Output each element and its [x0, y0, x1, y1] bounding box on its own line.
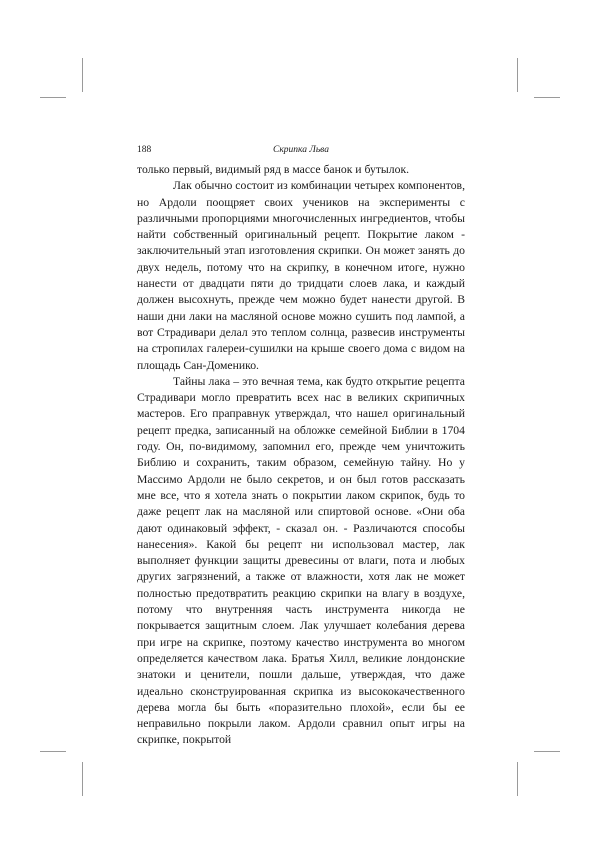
crop-mark-bottom-right-horizontal [534, 751, 560, 752]
paragraph-varnish-secrets: Тайны лака – это вечная тема, как будто открытие рецепта Страдивари могло превратить всех нас в великих скрипичных мастеров. Его праправнук утверждал, что нашел оригинальный рецепт предка, записанный на обложке семейной Библии в 1704 году. Он, по-видимому, запомнил его, прежде чем уничтожить Библию и сохранить, таким образом, семейную тайну. Но у Массимо Ардоли не было секретов, и он был готов рассказать мне все, что я хотела знать о покрытии лаком скрипок, будь то даже рецепт лак на масляной или спиртовой основе. «Они оба дают одинаковый эффект, - сказал он. - Различаются способы нанесения». Какой бы рецепт ни использовал мастер, лак выполняет функции защиты древесины от влаги, пота и любых других загрязнений, а также от влажности, хотя лак не может полностью предотвратить реакцию скрипки на влагу в воздухе, потому что внутренняя часть инструмента никогда не покрывается защитным слоем. Лак улучшает колебания дерева при игре на скрипке, поэтому качество инструмента во многом определяется качеством лака. Братья Хилл, великие лондонские знатоки и ценители, пошли дальше, утверждая, что даже идеально сконструированная скрипка из высококачественного дерева могла бы быть «поразительно плохой», если бы ее неправильно покрыли лаком. Ардоли сравнил опыт игры на скрипке, покрытой [137, 374, 465, 747]
crop-mark-top-left-vertical [82, 58, 83, 92]
crop-mark-bottom-right-vertical [517, 762, 518, 796]
crop-mark-bottom-left-horizontal [40, 751, 66, 752]
paragraph-varnish-components: Лак обычно состоит из комбинации четырех компонентов, но Ардоли поощряет своих учеников на эксперименты с различными пропорциями многочисленных ингредиентов, чтобы найти собственный оригинальный рецепт. Покрытие лаком - заключительный этап изготовления скрипки. Он может занять до двух недель, потому что на скрипку, в конечном итоге, нужно нанести от двадцати пяти до тридцати слоев лака, и каждый должен высохнуть, прежде чем можно будет нанести другой. В наши дни лаки на масляной основе можно сушить под лампой, а вот Страдивари делал это теплом солнца, развесив инструменты на стропилах галереи-сушилки на крыше своего дома с видом на площадь Сан-Доменико. [137, 179, 465, 372]
crop-mark-top-left-horizontal [40, 97, 66, 98]
crop-mark-top-right-horizontal [534, 97, 560, 98]
crop-mark-top-right-vertical [517, 58, 518, 92]
running-title: Скрипка Льва [273, 145, 329, 155]
crop-mark-bottom-left-vertical [82, 762, 83, 796]
body-text [137, 162, 465, 749]
page-header [137, 145, 465, 159]
page-number: 188 [137, 145, 152, 155]
paragraph-continuation: только первый, видимый ряд в массе банок и бутылок. [137, 163, 410, 176]
